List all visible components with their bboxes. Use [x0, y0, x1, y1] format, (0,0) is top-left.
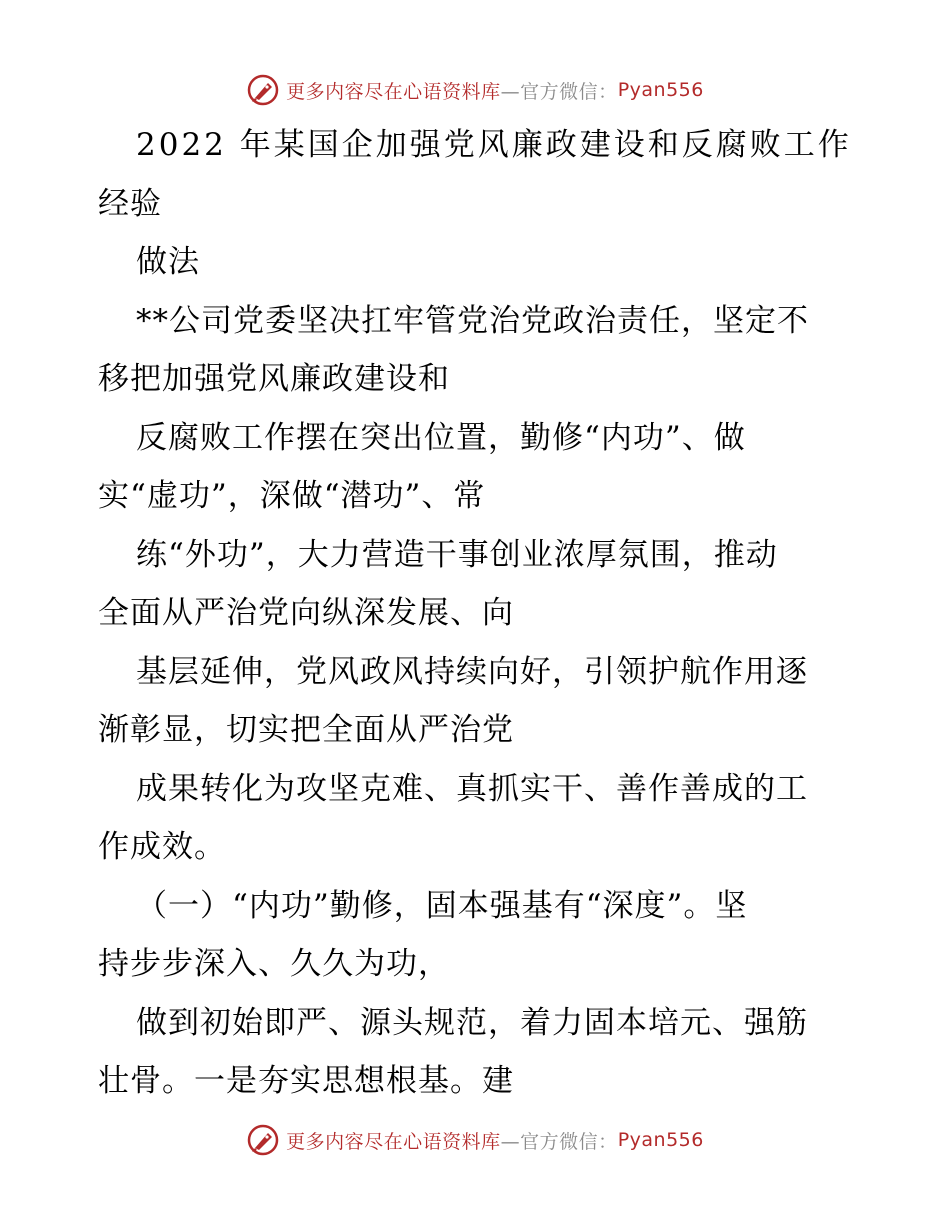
watermark-brand: 更多内容尽在心语资料库	[286, 80, 501, 103]
watermark-official: —官方微信：	[500, 80, 618, 103]
document-body	[98, 116, 858, 1111]
pen-nib-logo-icon	[246, 1123, 280, 1157]
paragraph-line: 反腐败工作摆在突出位置，勤修“内功”、做	[136, 419, 746, 456]
section-heading-line: （一）“内功”勤修，固本强基有“深度”。坚	[136, 887, 748, 924]
paragraph-line: 基层延伸，党风政风持续向好，引领护航作用逐	[136, 653, 808, 690]
watermark-official: —官方微信：	[500, 1130, 618, 1153]
watermark-header	[0, 70, 950, 110]
watermark-id: Pyan556	[617, 1129, 704, 1151]
paragraph-line: 实“虚功”，深做“潜功”、常	[98, 478, 486, 514]
paragraph-line: 作成效。	[98, 829, 226, 865]
paragraph-line: 成果转化为攻坚克难、真抓实干、善作善成的工	[136, 770, 808, 807]
pen-nib-logo-icon	[246, 73, 280, 107]
paragraph-line: 壮骨。一是夯实思想根基。建	[98, 1063, 514, 1099]
paragraph-line: 持步步深入、久久为功，	[98, 946, 450, 982]
watermark-footer	[0, 1120, 950, 1160]
paragraph-line: 练“外功”，大力营造干事创业浓厚氛围，推动	[136, 536, 778, 573]
paragraph-line: 做到初始即严、源头规范，着力固本培元、强筋	[136, 1004, 808, 1041]
paragraph-line: 全面从严治党向纵深发展、向	[98, 595, 514, 631]
watermark-id: Pyan556	[617, 79, 704, 101]
paragraph-line: **公司党委坚决扛牢管党治党政治责任，坚定不	[136, 302, 809, 339]
paragraph-line: 移把加强党风廉政建设和	[98, 361, 450, 397]
paragraph-line: 做法	[136, 244, 200, 280]
document-title: 2022 年某国企加强党风廉政建设和反腐败工作	[136, 127, 852, 163]
document-title-continued: 经验	[98, 185, 162, 222]
paragraph-line: 渐彰显，切实把全面从严治党	[98, 712, 514, 748]
watermark-brand: 更多内容尽在心语资料库	[286, 1130, 501, 1153]
